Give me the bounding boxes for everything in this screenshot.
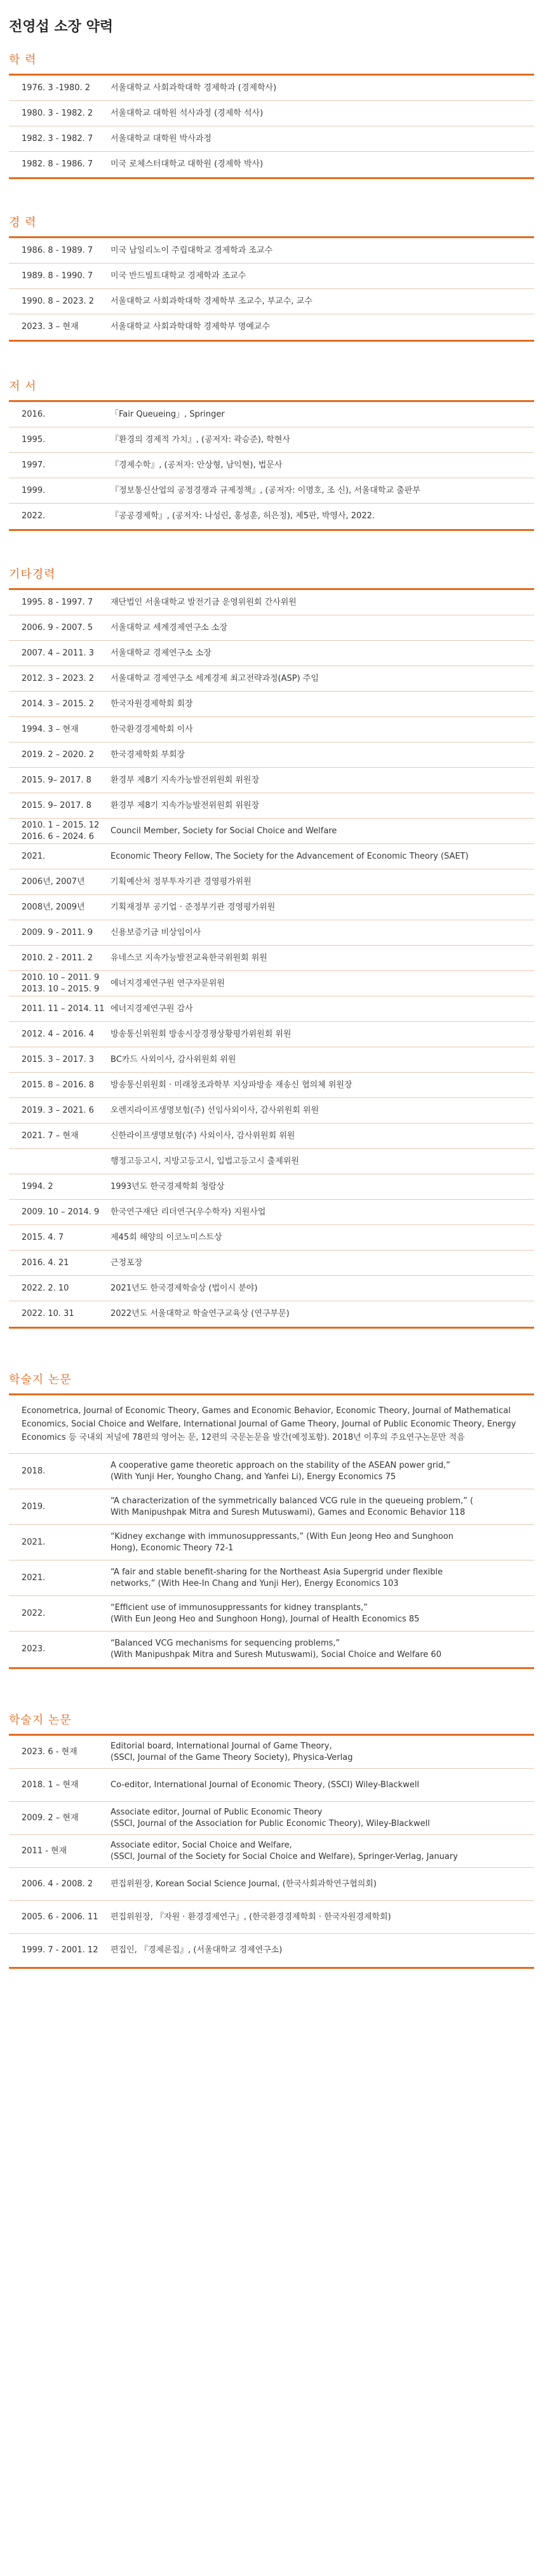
item-description-line: “Kidney exchange with immunosuppressants,” (With Eun Jeong Heo and Sunghoon	[111, 1531, 454, 1541]
item-description-line: Co-editor, International Journal of Economic Theory, (SSCI) Wiley-Blackwell	[111, 1780, 420, 1790]
item-date	[22, 1945, 111, 1956]
item-description: 미국 반드빌트대학교 경제학과 조교수	[111, 271, 246, 281]
item-date-line: 2011 - 현재	[22, 1846, 67, 1856]
item-date-line: 2006. 4 - 2008. 2	[22, 1879, 93, 1889]
books-section	[9, 370, 534, 531]
item-description-line: Hong), Economic Theory 72-1	[111, 1543, 234, 1553]
list-item	[9, 1454, 534, 1489]
list-item	[9, 1632, 534, 1667]
item-date	[22, 775, 111, 786]
item-description: Council Member, Society for Social Choice and Welfare	[111, 826, 337, 836]
other-career-section	[9, 558, 534, 1329]
item-date-line: 2010. 10 – 2011. 9	[22, 972, 100, 983]
list-item	[9, 768, 534, 793]
item-date	[22, 1912, 111, 1923]
item-date	[22, 902, 111, 913]
list-item	[9, 717, 534, 742]
item-date-line: 2015. 4. 7	[22, 1232, 64, 1242]
list-item	[9, 641, 534, 666]
item-date	[22, 83, 111, 94]
list-item	[9, 819, 534, 844]
list-item	[9, 1525, 534, 1560]
item-description: 근정포장	[111, 1258, 143, 1268]
list-item	[9, 264, 534, 289]
section-divider-bottom	[9, 340, 534, 342]
list-item	[9, 1149, 534, 1174]
list-item	[9, 152, 534, 177]
item-date	[22, 245, 111, 257]
list-item	[9, 1802, 534, 1835]
item-description: 재단법인 서울대학교 발전기금 운영위원회 간사위원	[111, 597, 297, 607]
item-date	[22, 820, 111, 843]
education-heading: 학 력	[9, 53, 37, 67]
item-date	[22, 1054, 111, 1066]
list-item	[9, 1073, 534, 1098]
item-date	[22, 1813, 111, 1824]
item-date	[22, 1879, 111, 1890]
item-description: 신용보증기금 비상임이사	[111, 927, 201, 937]
item-date-line: 1999. 7 - 2001. 12	[22, 1945, 98, 1955]
list-item	[9, 692, 534, 717]
list-item	[9, 314, 534, 340]
item-description: Economic Theory Fellow, The Society for the Advancement of Economic Theory (SAET)	[111, 851, 469, 861]
item-description-line: (SSCI, Journal of the Society for Social Choice and Welfare), Springer-Verlag, January	[111, 1851, 458, 1862]
list-item	[9, 946, 534, 971]
item-date-line: 2019.	[22, 1501, 46, 1512]
item-date-line: 1999.	[22, 485, 46, 495]
item-description	[111, 1912, 521, 1923]
papers-heading: 학술지 논문	[9, 1373, 72, 1387]
career-list	[9, 238, 534, 340]
item-date-line: 2022.	[22, 511, 46, 521]
list-item	[9, 1124, 534, 1149]
list-item	[9, 1901, 534, 1934]
list-item	[9, 971, 534, 996]
item-description: 오렌지라이프생명보험(주) 선임사외이사, 감사위원회 위원	[111, 1105, 319, 1115]
list-item	[9, 289, 534, 314]
item-description	[111, 1602, 521, 1625]
item-date-line: 1990. 8 – 2023. 2	[22, 296, 95, 306]
item-date-line: 2015. 9– 2017. 8	[22, 775, 91, 785]
item-description: 2021년도 한국경제학술상 (법이시 분야)	[111, 1283, 258, 1293]
item-date-line: 1995.	[22, 434, 46, 445]
item-date	[22, 972, 111, 995]
item-description-line: (With Eun Jeong Heo and Sunghoon Hong), Journal of Health Economics 85	[111, 1614, 420, 1624]
item-date	[22, 927, 111, 939]
item-description: BC카드 사외이사, 감사위원회 위원	[111, 1054, 236, 1064]
item-date-line: 2021. 7 – 현재	[22, 1130, 79, 1141]
item-description: 한국환경경제학회 이사	[111, 724, 193, 734]
list-item	[9, 427, 534, 453]
item-date-line: 2022.	[22, 1608, 46, 1618]
item-date	[22, 1308, 111, 1320]
item-description: 환경부 제8기 지속가능발전위원회 위원장	[111, 775, 260, 785]
item-date-line: 2019. 2 – 2020. 2	[22, 749, 95, 760]
item-date-line: 2011. 11 – 2014. 11	[22, 1003, 105, 1014]
item-description-line: Associate editor, Journal of Public Economic Theory	[111, 1807, 323, 1817]
item-date	[22, 1501, 111, 1513]
item-description	[111, 1780, 521, 1791]
list-item	[9, 478, 534, 504]
list-item	[9, 1022, 534, 1047]
item-date-line: 2018. 1 – 현재	[22, 1780, 79, 1790]
list-item	[9, 1098, 534, 1124]
list-item	[9, 1047, 534, 1073]
list-item	[9, 1200, 534, 1225]
item-date	[22, 673, 111, 685]
item-date-line: 2023.	[22, 1644, 46, 1654]
list-item	[9, 1560, 534, 1596]
item-date-line: 2023. 6 - 현재	[22, 1747, 77, 1757]
item-date	[22, 1181, 111, 1193]
item-date-line: 2018.	[22, 1466, 46, 1476]
item-date-line: 2022. 10. 31	[22, 1309, 74, 1319]
item-date	[22, 485, 111, 497]
item-description-line: 편집인, 『경제론집』, (서울대학교 경제연구소)	[111, 1945, 283, 1955]
item-date	[22, 800, 111, 812]
item-description: 『공공경제학』, (공저자: 나성린, 홍성훈, 허은정), 제5판, 박영사, 2022.	[111, 511, 375, 521]
item-date	[22, 1780, 111, 1791]
item-date-line: 1989. 8 - 1990. 7	[22, 271, 93, 281]
item-description: 2022년도 서울대학교 학술연구교육상 (연구부문)	[111, 1309, 290, 1319]
education-list	[9, 76, 534, 177]
item-description: 신한라이프생명보험(주) 사외이사, 감사위원회 위원	[111, 1130, 295, 1141]
item-date-line: 2021.	[22, 1573, 46, 1583]
item-date-line: 1980. 3 - 1982. 2	[22, 108, 93, 118]
item-description: 『정보통신산업의 공정경쟁과 규제정책』, (공저자: 이명호, 조 신), 서울대학교 출판부	[111, 485, 420, 495]
item-date-line: 2015. 9– 2017. 8	[22, 800, 91, 810]
list-item	[9, 1301, 534, 1327]
item-date	[22, 511, 111, 522]
list-item	[9, 895, 534, 920]
item-date	[22, 749, 111, 761]
item-description: 서울대학교 대학원 석사과정 (경제학 석사)	[111, 108, 264, 118]
list-item	[9, 76, 534, 101]
item-date-line: 2021.	[22, 851, 46, 861]
item-date	[22, 1105, 111, 1117]
career-section	[9, 206, 534, 342]
item-description: 기획예산처 정부투자기관 경영평가위원	[111, 876, 251, 887]
item-description-line: (With Yunji Her, Youngho Chang, and Yanfei Li), Energy Economics 75	[111, 1472, 396, 1482]
item-date-line: 1982. 8 - 1986. 7	[22, 159, 93, 170]
books-list	[9, 402, 534, 529]
item-date	[22, 296, 111, 307]
item-description: 유네스코 지속가능발전교육한국위원회 위원	[111, 953, 267, 963]
item-description: 한국연구재단 리더연구(우수학자) 지원사업	[111, 1207, 266, 1217]
item-date-line: 2009. 10 – 2014. 9	[22, 1207, 100, 1217]
item-date-line: 2006년, 2007년	[22, 876, 85, 887]
item-description: 환경부 제8기 지속가능발전위원회 위원장	[111, 800, 260, 810]
item-description: 서울대학교 대학원 박사과정	[111, 133, 211, 144]
item-description	[111, 1531, 521, 1554]
list-item	[9, 238, 534, 264]
item-date-line: 1997.	[22, 460, 46, 470]
item-date-line: 2012. 4 – 2016. 4	[22, 1029, 95, 1039]
list-item	[9, 996, 534, 1022]
item-description-line: (SSCI, Journal of the Game Theory Society), Physica-Verlag	[111, 1752, 353, 1762]
item-description-line: “A fair and stable benefit-sharing for the Northeast Asia Supergrid under flexible	[111, 1567, 443, 1577]
journal-activities-list	[9, 1736, 534, 1967]
other-career-heading: 기타경력	[9, 568, 56, 582]
section-divider-bottom	[9, 529, 534, 531]
papers-intro: Econometrica, Journal of Economic Theory, Games and Economic Behavior, Economic Theory, Journal of Mathematical Economics, Social Choice and Welfare, International Journal of Game Theory, Journal of Public Economic Theory, Energy Economics 등 국내외 저널에 78편의 영어논 문, 12편의 국문논문을 발간(예정포함). 2018년 이후의 주요연구논문만 적음	[9, 1395, 534, 1454]
item-description-line: A cooperative game theoretic approach on the stability of the ASEAN power grid,”	[111, 1460, 451, 1470]
list-item	[9, 742, 534, 768]
item-date	[22, 953, 111, 964]
item-date-line: 2016. 4. 21	[22, 1258, 69, 1268]
list-item	[9, 453, 534, 478]
list-item	[9, 1835, 534, 1868]
item-description: 제45회 해양의 이코노미스트상	[111, 1232, 222, 1242]
item-date-line: 2006. 9 - 2007. 5	[22, 622, 93, 633]
item-description: 『환경의 경제적 가치』, (공저자: 곽승준), 학현사	[111, 434, 290, 445]
item-date	[22, 1466, 111, 1477]
journal-activities-heading: 학술지 논문	[9, 1714, 72, 1727]
item-date-line: 2013. 10 – 2015. 9	[22, 984, 100, 994]
list-item	[9, 590, 534, 615]
list-item	[9, 1174, 534, 1200]
item-date	[22, 409, 111, 420]
list-item	[9, 1868, 534, 1901]
item-date	[22, 1207, 111, 1218]
list-item	[9, 504, 534, 529]
item-description-line: Editorial board, International Journal of Game Theory,	[111, 1741, 332, 1751]
item-date-line: 1994. 2	[22, 1181, 53, 1191]
item-description	[111, 1460, 521, 1483]
books-heading: 저 서	[9, 380, 37, 394]
list-item	[9, 1225, 534, 1251]
list-item	[9, 793, 534, 819]
item-date-line: 2022. 2. 10	[22, 1283, 69, 1293]
item-date-line: 2019. 3 – 2021. 6	[22, 1105, 95, 1115]
list-item	[9, 1489, 534, 1525]
item-date-line: 1976. 3 -1980. 2	[22, 83, 91, 93]
item-description: 한국자원경제학회 회장	[111, 699, 193, 709]
item-date-line: 2016.	[22, 409, 46, 419]
item-date-line: 2014. 3 – 2015. 2	[22, 699, 95, 709]
list-item	[9, 1736, 534, 1769]
list-item	[9, 126, 534, 152]
item-date	[22, 1258, 111, 1269]
item-description: 행정고등고시, 지방고등고시, 입법고등고시 출제위원	[111, 1156, 299, 1166]
item-description-line: With Manipushpak Mitra and Suresh Mutuswami), Games and Economic Behavior 118	[111, 1507, 466, 1517]
list-item	[9, 920, 534, 946]
item-description: 서울대학교 세계경제연구소 소장	[111, 622, 228, 633]
item-date-line: 2009. 9 - 2011. 9	[22, 927, 93, 937]
item-description-line: 편집위원장, 『자원 · 환경경제연구』, (한국환경경제학회 · 한국자원경제학회)	[111, 1912, 391, 1922]
papers-section	[9, 1363, 534, 1669]
item-date	[22, 1283, 111, 1294]
item-description: 서울대학교 경제연구소 세계경제 최고전략과정(ASP) 주임	[111, 673, 319, 683]
item-date-line: 2012. 3 – 2023. 2	[22, 673, 95, 683]
list-item	[9, 869, 534, 895]
item-date-line: 2009. 2 – 현재	[22, 1813, 79, 1823]
item-date	[22, 1608, 111, 1620]
item-description-line: (SSCI, Journal of the Association for Public Economic Theory), Wiley-Blackwell	[111, 1818, 430, 1828]
item-date	[22, 622, 111, 634]
item-description-line: “A characterization of the symmetrically balanced VCG rule in the queueing problem,” (	[111, 1496, 474, 1506]
section-divider-bottom	[9, 1667, 534, 1669]
list-item	[9, 1251, 534, 1276]
item-date	[22, 159, 111, 170]
item-date	[22, 271, 111, 282]
item-date	[22, 699, 111, 710]
item-date	[22, 1846, 111, 1857]
section-divider-bottom	[9, 177, 534, 179]
item-date	[22, 108, 111, 119]
item-description	[111, 1840, 521, 1863]
item-description: 에너지경제연구원 연구자문위원	[111, 978, 225, 988]
list-item	[9, 666, 534, 692]
item-date-line: 2016. 6 – 2024. 6	[22, 831, 95, 842]
item-date-line: 2005. 6 - 2006. 11	[22, 1912, 98, 1922]
list-item	[9, 844, 534, 869]
item-description: 1993년도 한국경제학회 청람상	[111, 1181, 225, 1191]
item-date	[22, 1029, 111, 1040]
item-date-line: 2021.	[22, 1537, 46, 1547]
item-date	[22, 724, 111, 735]
item-description	[111, 1807, 521, 1830]
item-description	[111, 1945, 521, 1956]
item-description: 미국 로체스터대학교 대학원 (경제학 박사)	[111, 159, 264, 170]
item-description: 「Fair Queueing」, Springer	[111, 409, 225, 419]
item-description: 『경제수학』, (공저자: 안상형, 남익현), 법문사	[111, 460, 283, 470]
item-date	[22, 1644, 111, 1655]
list-item	[9, 101, 534, 126]
item-date	[22, 1003, 111, 1015]
list-item	[9, 402, 534, 427]
item-description	[111, 1496, 521, 1519]
journal-activities-section	[9, 1703, 534, 1969]
item-date-line: 2010. 1 – 2015. 12	[22, 820, 100, 830]
item-description	[111, 1638, 521, 1661]
item-description-line: “Balanced VCG mechanisms for sequencing problems,”	[111, 1639, 340, 1649]
item-date	[22, 434, 111, 446]
other-career-list	[9, 590, 534, 1327]
list-item	[9, 1934, 534, 1967]
item-date	[22, 1080, 111, 1091]
career-heading: 경 력	[9, 216, 37, 230]
item-date	[22, 1747, 111, 1758]
item-date-line: 2008년, 2009년	[22, 902, 85, 912]
item-date-line: 1995. 8 - 1997. 7	[22, 597, 93, 607]
item-date-line: 2010. 2 - 2011. 2	[22, 953, 93, 963]
item-description: 한국경제학회 부회장	[111, 749, 185, 760]
list-item	[9, 615, 534, 641]
item-description: 서울대학교 사회과학대학 경제학부 명예교수	[111, 322, 270, 332]
item-description: 방송통신위원회 · 미래창조과학부 지상파방송 재송신 협의체 위원장	[111, 1080, 352, 1090]
item-description: 서울대학교 사회과학대학 경제학부 조교수, 부교수, 교수	[111, 296, 312, 306]
item-description	[111, 1741, 521, 1764]
item-date-line: 1986. 8 - 1989. 7	[22, 245, 93, 255]
item-date-line: 1994. 3 – 현재	[22, 724, 79, 734]
item-description	[111, 1567, 521, 1590]
item-date	[22, 321, 111, 333]
item-date-line: 1982. 3 - 1982. 7	[22, 133, 93, 144]
item-description-line: 편집위원장, Korean Social Science Journal, (한국사회과학연구협의회)	[111, 1879, 377, 1889]
item-date-line: 2007. 4 – 2011. 3	[22, 648, 95, 658]
item-description: 기획재정부 공기업 · 준정부기관 경영평가위원	[111, 902, 276, 912]
item-date	[22, 133, 111, 145]
item-description: 서울대학교 경제연구소 소장	[111, 648, 211, 658]
item-description-line: Associate editor, Social Choice and Welfare,	[111, 1840, 292, 1850]
item-description: 미국 남일리노이 주립대학교 경제학과 조교수	[111, 245, 273, 255]
list-item	[9, 1276, 534, 1301]
education-section	[9, 51, 534, 179]
item-date	[22, 1130, 111, 1142]
item-description-line: “Efficient use of immunosuppressants for kidney transplants,”	[111, 1602, 368, 1613]
item-date-line: 2015. 3 – 2017. 3	[22, 1054, 95, 1064]
item-date	[22, 460, 111, 471]
papers-list	[9, 1454, 534, 1667]
item-description-line: (With Manipushpak Mitra and Suresh Mutuswami), Social Choice and Welfare 60	[111, 1650, 441, 1660]
item-description	[111, 1879, 521, 1890]
item-date	[22, 851, 111, 862]
item-date	[22, 1232, 111, 1244]
item-date-line: 2023. 3 – 현재	[22, 322, 79, 332]
item-description: 에너지경제연구원 감사	[111, 1003, 193, 1014]
item-date	[22, 1573, 111, 1584]
item-description: 방송통신위원회 방송시장경쟁상황평가위원회 위원	[111, 1029, 292, 1039]
page-title: 전영섭 소장 약력	[9, 19, 114, 35]
section-divider-bottom	[9, 1967, 534, 1969]
item-description-line: networks,” (With Hee-In Chang and Yunji Her), Energy Economics 103	[111, 1578, 399, 1588]
item-date	[22, 876, 111, 888]
item-date-line: 2015. 8 – 2016. 8	[22, 1080, 95, 1090]
item-date	[22, 648, 111, 659]
item-description: 서울대학교 사회과학대학 경제학과 (경제학사)	[111, 83, 277, 93]
list-item	[9, 1596, 534, 1632]
item-date	[22, 597, 111, 608]
item-date	[22, 1537, 111, 1548]
section-divider-bottom	[9, 1327, 534, 1329]
list-item	[9, 1769, 534, 1802]
